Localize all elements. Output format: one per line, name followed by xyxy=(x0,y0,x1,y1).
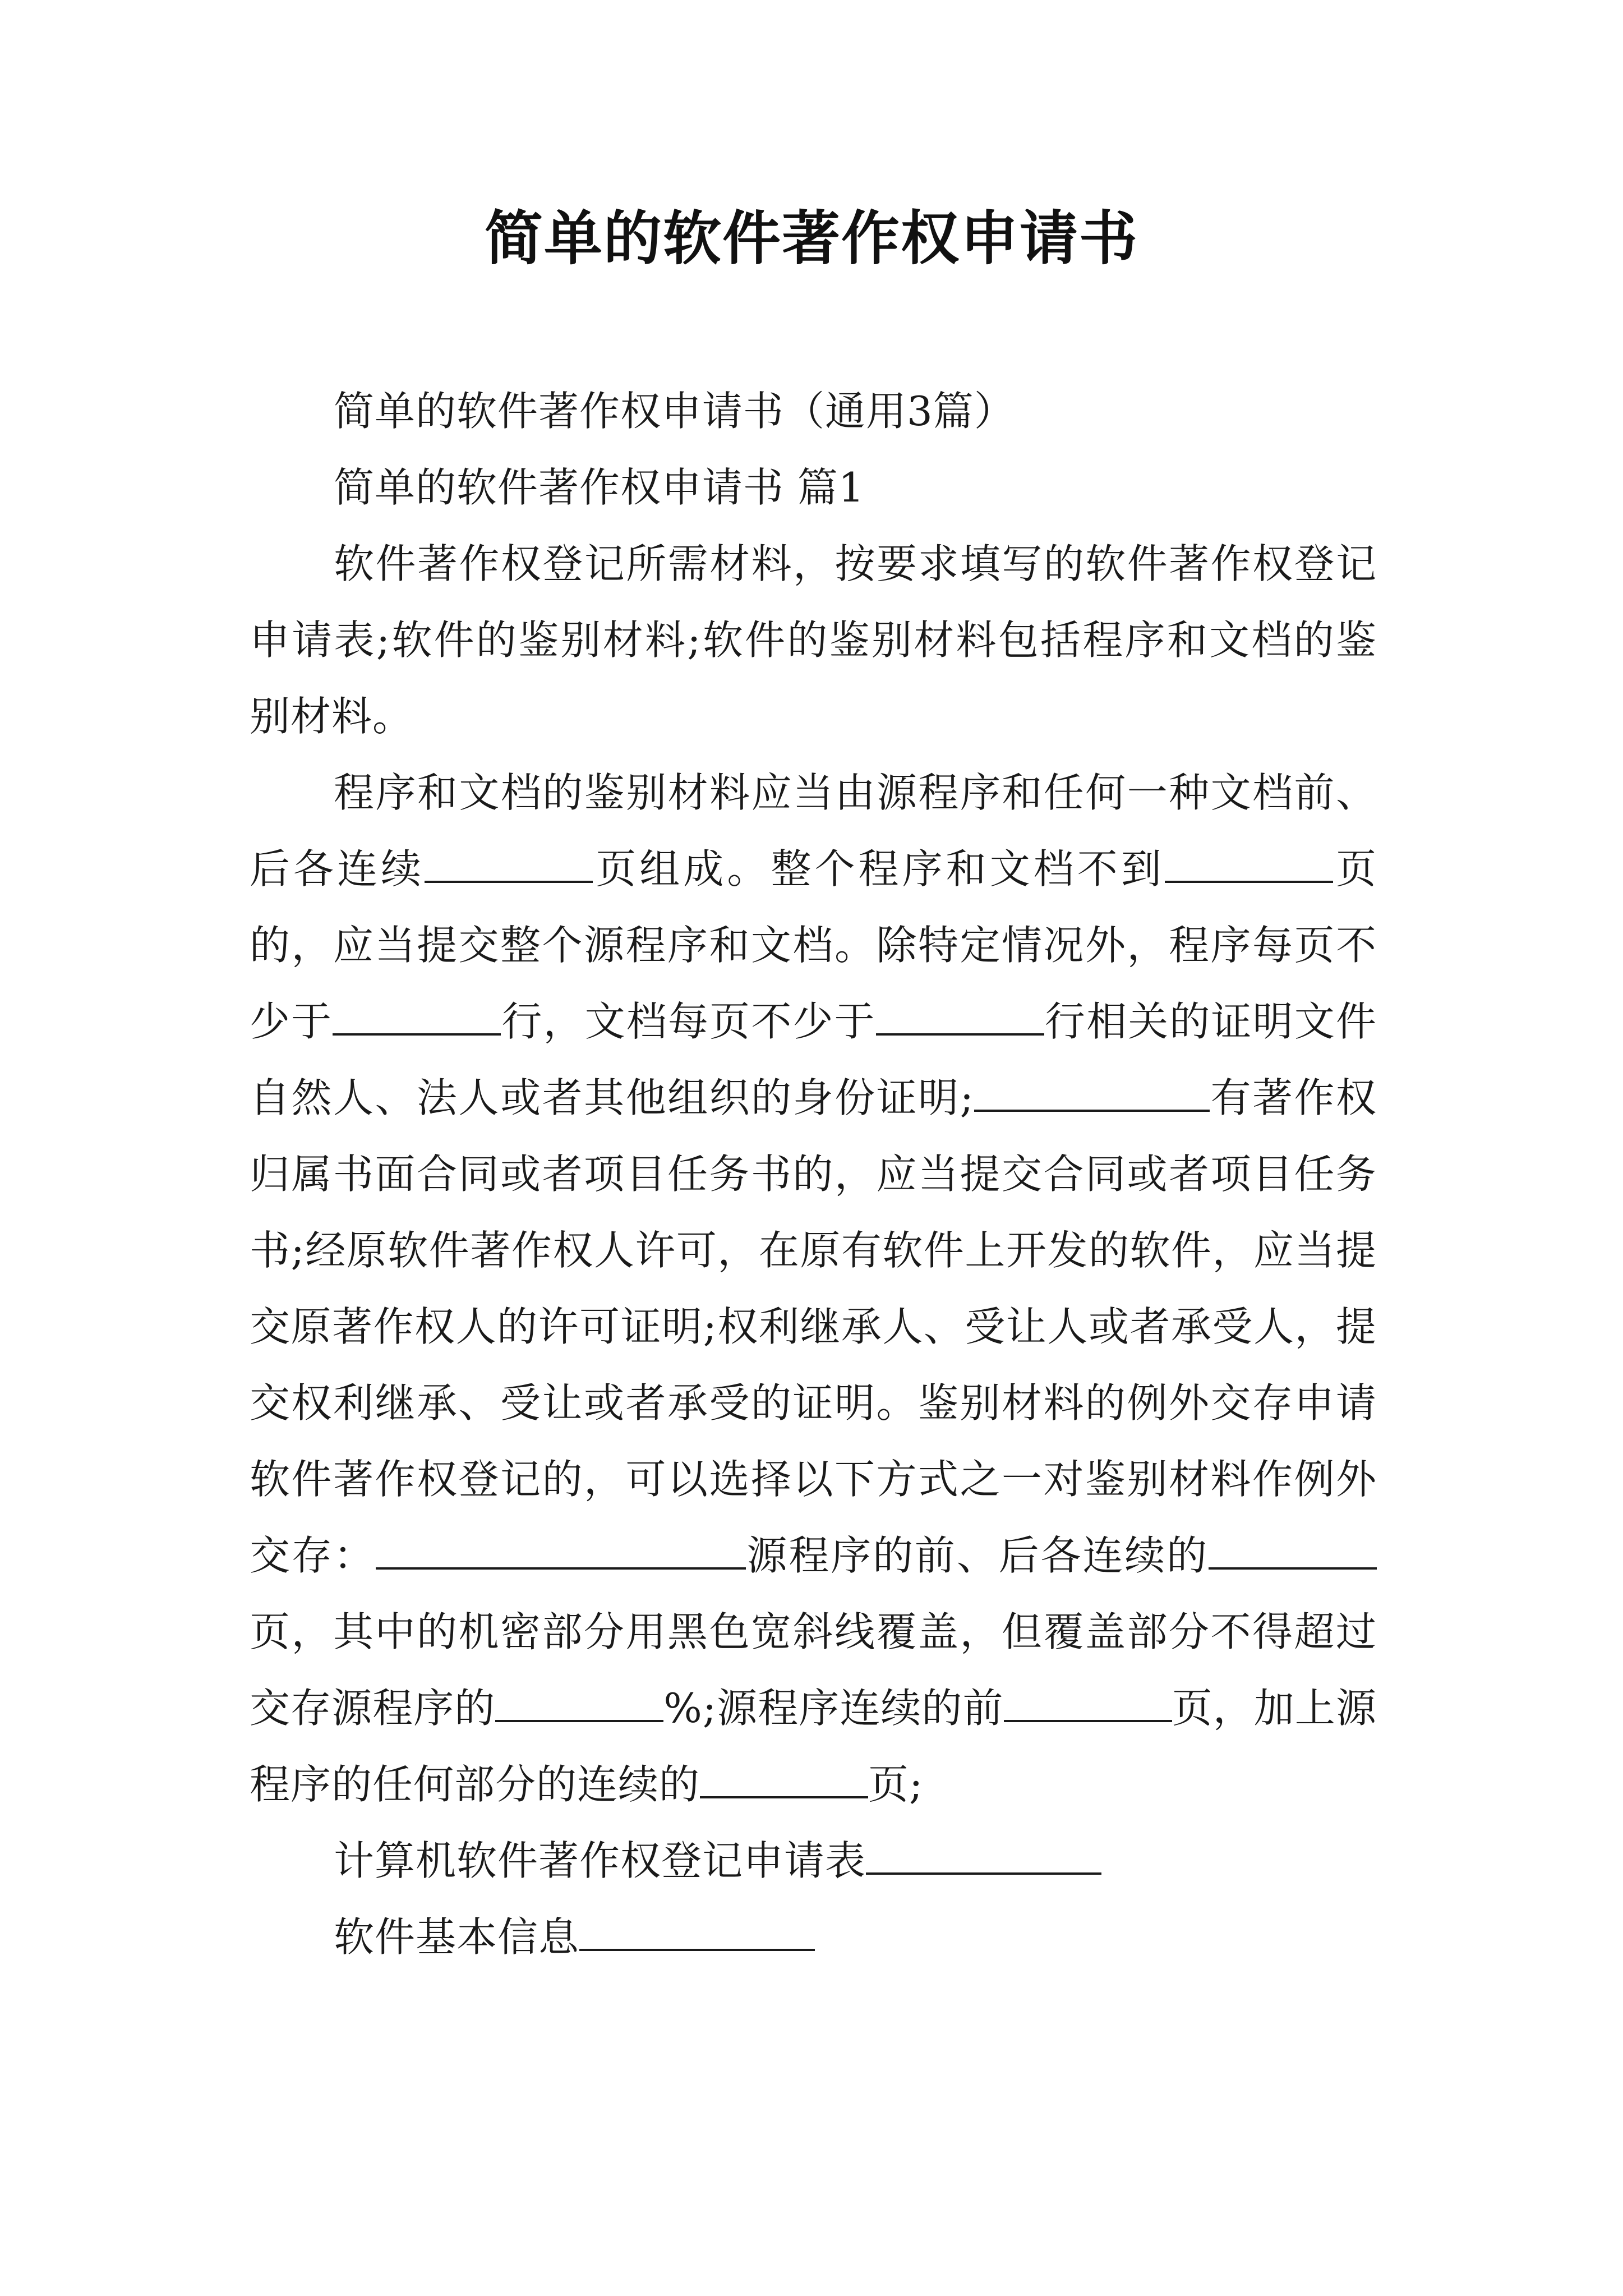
blank-line xyxy=(1004,1680,1172,1722)
blank-line xyxy=(495,1680,663,1722)
text-run: 行，文档每页不少于 xyxy=(501,998,876,1045)
text-run: %;源程序连续的前 xyxy=(663,1685,1004,1732)
text-run: 程序和文档的鉴别材料应当由源程序和任何一种文档前、后各连续 xyxy=(250,769,1377,892)
blank-line xyxy=(425,840,593,883)
text-run: 有著作权归属书面合同或者项目任务书的，应当提交合同或者项目任务书;经原软件著作权人许可，在原有软件上开发的软件，应当提交原著作权人的许可证明;权利继承人、受让人或者承受人，提交权利继承、受让或者承受的证明。鉴别材料的例外交存申请软件著作权登记的，可以选择以下方式之一对鉴别材料作例外交存： xyxy=(250,1074,1377,1579)
text-run: 计算机软件著作权登记申请表 xyxy=(334,1837,866,1884)
text-run: 源程序的前、后各连续的 xyxy=(745,1532,1209,1579)
document-body xyxy=(250,373,1377,1975)
blank-line xyxy=(579,1908,815,1951)
text-run: 页组成。整个程序和文档不到 xyxy=(593,845,1165,892)
line-basic-info xyxy=(250,1899,1377,1975)
text-run: 页，其中的机密部分用黑色宽斜线覆盖，但覆盖部分不得超过交存源程序的 xyxy=(250,1608,1377,1732)
text-run: 页; xyxy=(868,1761,924,1808)
paragraph-identification-materials xyxy=(250,754,1377,1823)
blank-line xyxy=(333,993,501,1036)
blank-line xyxy=(700,1756,868,1798)
text-run: 页的，应当提交整个源程序和文档。除特定情况外，程序每页不少于 xyxy=(250,845,1377,1045)
blank-line xyxy=(866,1832,1101,1875)
subtitle: 简单的软件著作权申请书（通用3篇） xyxy=(334,388,1015,435)
text-run: 页，加上源程序的任何部分的连续的 xyxy=(250,1685,1377,1808)
page-title: 简单的软件著作权申请书 xyxy=(484,204,1138,273)
blank-line xyxy=(1209,1527,1377,1570)
blank-line xyxy=(376,1527,746,1570)
section-heading: 简单的软件著作权申请书 篇1 xyxy=(334,464,865,511)
line-application-form xyxy=(250,1823,1377,1899)
text-run: 软件基本信息 xyxy=(334,1913,580,1961)
blank-line xyxy=(1165,840,1333,883)
paragraph-required-materials: 软件著作权登记所需材料，按要求填写的软件著作权登记申请表;软件的鉴别材料;软件的鉴别材料包括程序和文档的鉴别材料。 xyxy=(250,540,1377,740)
blank-line xyxy=(876,993,1044,1036)
text-run: 行相关的证明文件自然人、法人或者其他组织的身份证明; xyxy=(250,998,1377,1121)
blank-line xyxy=(974,1069,1210,1112)
